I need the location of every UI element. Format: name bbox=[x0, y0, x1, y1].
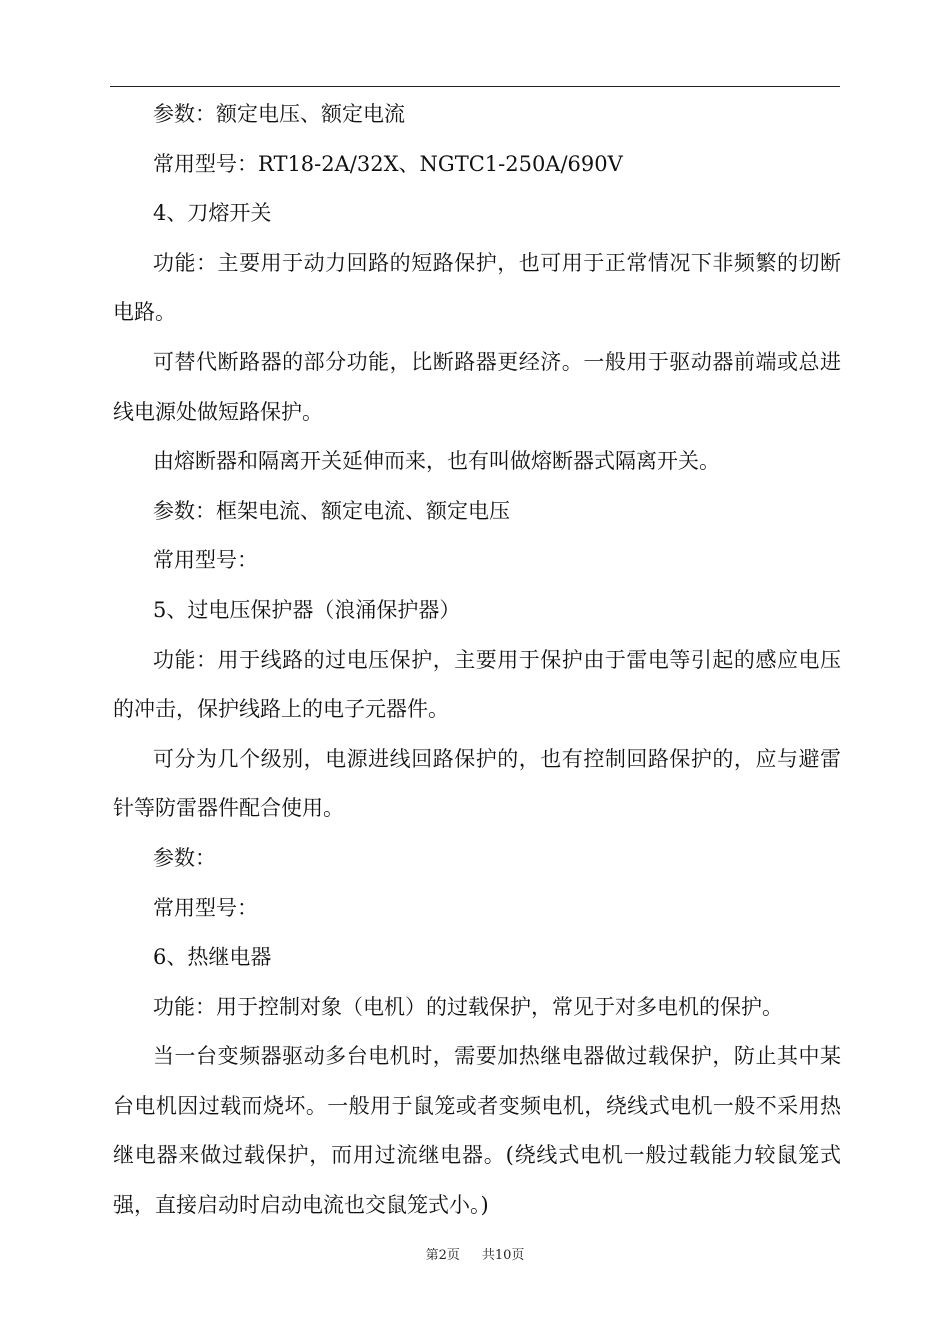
paragraph: 功能：主要用于动力回路的短路保护，也可用于正常情况下非频繁的切断电路。 bbox=[113, 250, 841, 325]
paragraph: 参数：额定电压、额定电流 bbox=[153, 102, 405, 126]
section-heading: 5、过电压保护器（浪涌保护器） bbox=[153, 597, 461, 622]
document-body bbox=[113, 90, 841, 1231]
paragraph: 当一台变频器驱动多台电机时，需要加热继电器做过载保护，防止其中某台电机因过载而烧坏。一般用于鼠笼或者变频电机，绕线式电机一般不采用热继电器来做过载保护，而用过流继电器。(绕线式电机一般过载能力较鼠笼式强，直接启动时启动电流也交鼠笼式小。) bbox=[113, 1044, 841, 1218]
paragraph: 可分为几个级别，电源进线回路保护的，也有控制回路保护的，应与避雷针等防雷器件配合使用。 bbox=[113, 746, 841, 821]
section-heading: 4、刀熔开关 bbox=[153, 201, 272, 226]
paragraph: 常用型号：RT18-2A/32X、NGTC1-250A/690V bbox=[153, 151, 623, 176]
section-heading: 6、热继电器 bbox=[153, 945, 272, 970]
paragraph: 常用型号： bbox=[153, 548, 258, 573]
paragraph: 常用型号： bbox=[153, 895, 258, 920]
header-rule bbox=[110, 86, 840, 87]
paragraph: 由熔断器和隔离开关延伸而来，也有叫做熔断器式隔离开关。 bbox=[153, 449, 720, 474]
page-footer bbox=[0, 1248, 950, 1264]
paragraph: 可替代断路器的部分功能，比断路器更经济。一般用于驱动器前端或总进线电源处做短路保护。 bbox=[113, 349, 841, 424]
page-total: 共10页 bbox=[481, 1248, 525, 1263]
paragraph: 功能：用于线路的过电压保护，主要用于保护由于雷电等引起的感应电压的冲击，保护线路上的电子元器件。 bbox=[113, 647, 841, 722]
paragraph: 功能：用于控制对象（电机）的过载保护，常见于对多电机的保护。 bbox=[153, 994, 783, 1019]
page-number: 第2页 bbox=[425, 1248, 460, 1263]
paragraph: 参数： bbox=[153, 845, 216, 870]
paragraph: 参数：框架电流、额定电流、额定电压 bbox=[153, 498, 510, 523]
